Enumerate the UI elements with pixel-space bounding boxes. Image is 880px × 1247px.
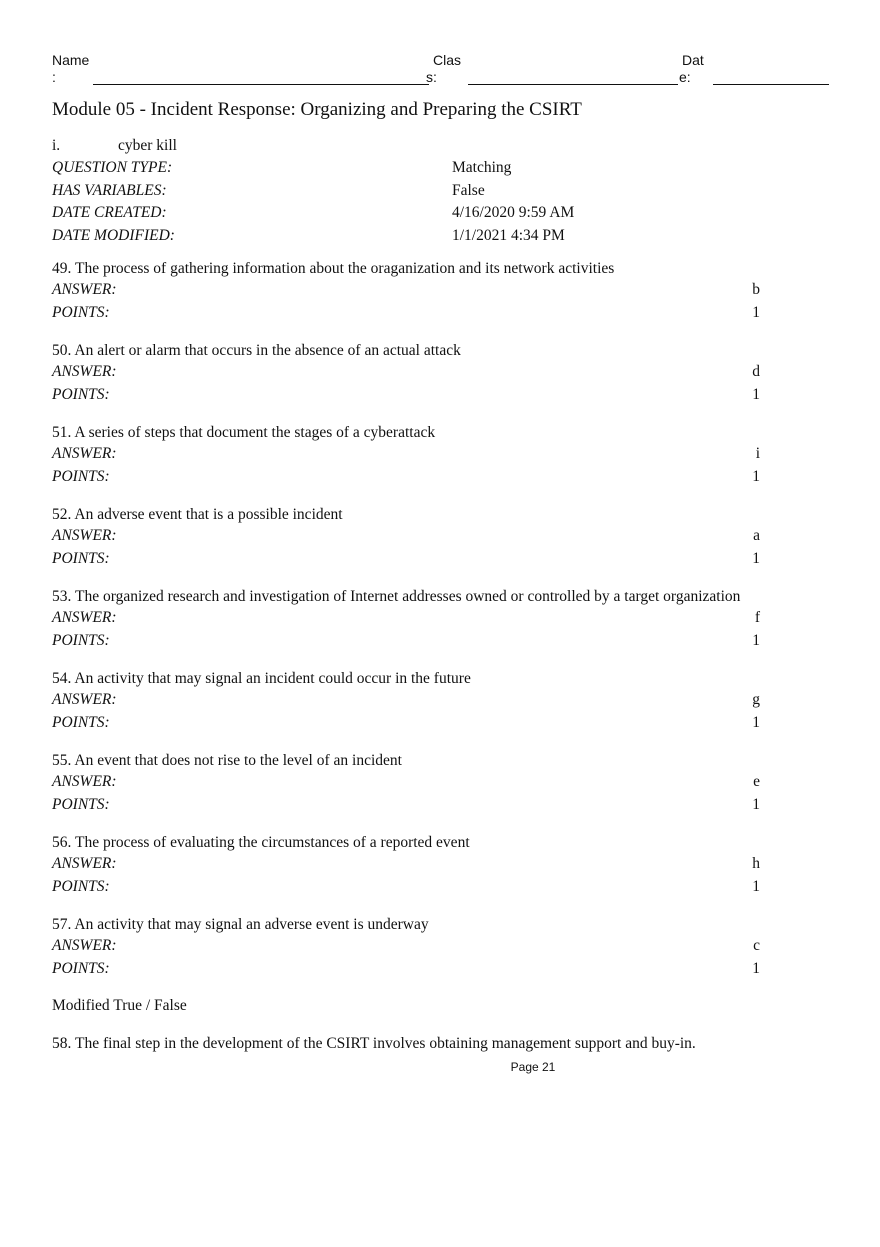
class-label-suffix: s: (426, 69, 437, 85)
points-row (52, 714, 760, 737)
class-field[interactable] (468, 84, 678, 85)
answer-value: g (752, 691, 760, 708)
meta-label: HAS VARIABLES: (52, 182, 167, 199)
date-label-suffix: e: (679, 69, 691, 85)
meta-value: False (452, 182, 485, 199)
points-value: 1 (752, 632, 760, 649)
answer-label: ANSWER: (52, 937, 117, 954)
answer-label: ANSWER: (52, 609, 117, 626)
meta-date-created (52, 204, 792, 226)
question-text: 54. An activity that may signal an incident could occur in the future (52, 670, 471, 687)
points-value: 1 (752, 386, 760, 403)
question-text: 53. The organized research and investigation of Internet addresses owned or controlled by a target organization (52, 588, 741, 605)
points-label: POINTS: (52, 632, 110, 649)
question-49 (52, 260, 760, 327)
answer-row (52, 363, 760, 386)
points-row (52, 878, 760, 901)
points-row (52, 386, 760, 409)
answer-row (52, 855, 760, 878)
points-label: POINTS: (52, 878, 110, 895)
matching-item-marker: i. (52, 137, 61, 154)
points-row (52, 304, 760, 327)
meta-label: QUESTION TYPE: (52, 159, 173, 176)
question-text: 51. A series of steps that document the stages of a cyberattack (52, 424, 436, 441)
answer-value: h (752, 855, 760, 872)
answer-row (52, 445, 760, 468)
points-label: POINTS: (52, 960, 110, 977)
points-value: 1 (752, 714, 760, 731)
name-field[interactable] (93, 84, 429, 85)
meta-value: 4/16/2020 9:59 AM (452, 204, 575, 221)
meta-label: DATE MODIFIED: (52, 227, 175, 244)
question-text: 56. The process of evaluating the circumstances of a reported event (52, 834, 470, 851)
answer-row (52, 937, 760, 960)
answer-row (52, 691, 760, 714)
date-field[interactable] (713, 84, 829, 85)
answer-value: i (755, 445, 760, 462)
points-row (52, 960, 760, 983)
meta-value: 1/1/2021 4:34 PM (452, 227, 565, 244)
answer-label: ANSWER: (52, 445, 117, 462)
meta-label: DATE CREATED: (52, 204, 167, 221)
class-label: Clas (433, 52, 462, 68)
points-label: POINTS: (52, 304, 110, 321)
question-57 (52, 916, 760, 983)
answer-label: ANSWER: (52, 363, 117, 380)
points-row (52, 796, 760, 819)
points-label: POINTS: (52, 714, 110, 731)
points-label: POINTS: (52, 796, 110, 813)
answer-row (52, 773, 760, 796)
question-text: 57. An activity that may signal an adverse event is underway (52, 916, 429, 933)
answer-label: ANSWER: (52, 773, 117, 790)
question-51 (52, 424, 760, 491)
answer-value: c (753, 937, 760, 954)
points-value: 1 (752, 304, 760, 321)
question-58-text: 58. The final step in the development of the CSIRT involves obtaining management support and buy-in. (52, 1035, 696, 1052)
question-text: 52. An adverse event that is a possible incident (52, 506, 343, 523)
question-text: 50. An alert or alarm that occurs in the absence of an actual attack (52, 342, 461, 359)
points-value: 1 (752, 878, 760, 895)
answer-label: ANSWER: (52, 855, 117, 872)
points-value: 1 (752, 796, 760, 813)
points-label: POINTS: (52, 468, 110, 485)
answer-row (52, 527, 760, 550)
name-label: Name (52, 52, 90, 68)
meta-question-type (52, 159, 792, 181)
answer-value: b (752, 281, 760, 298)
page-number: Page 21 (510, 1060, 556, 1074)
matching-item-term: cyber kill (118, 137, 177, 154)
points-value: 1 (752, 550, 760, 567)
points-row (52, 632, 760, 655)
answer-label: ANSWER: (52, 691, 117, 708)
points-label: POINTS: (52, 550, 110, 567)
meta-has-variables (52, 182, 792, 204)
question-50 (52, 342, 760, 409)
question-text: 55. An event that does not rise to the level of an incident (52, 752, 402, 769)
answer-value: d (752, 363, 760, 380)
answer-value: e (753, 773, 760, 790)
answer-value: f (754, 609, 760, 626)
answer-value: a (753, 527, 760, 544)
question-55 (52, 752, 760, 819)
points-row (52, 550, 760, 573)
meta-date-modified (52, 227, 792, 249)
section-title: Modified True / False (52, 997, 187, 1014)
date-label: Dat (682, 52, 704, 68)
answer-row (52, 609, 760, 632)
points-value: 1 (752, 468, 760, 485)
question-text: 49. The process of gathering information about the oraganization and its network activities (52, 260, 615, 277)
name-label-colon: : (52, 69, 56, 85)
points-value: 1 (752, 960, 760, 977)
question-52 (52, 506, 760, 573)
points-label: POINTS: (52, 386, 110, 403)
points-row (52, 468, 760, 491)
question-54 (52, 670, 760, 737)
answer-row (52, 281, 760, 304)
page-title: Module 05 - Incident Response: Organizing and Preparing the CSIRT (52, 99, 582, 120)
answer-label: ANSWER: (52, 281, 117, 298)
answer-label: ANSWER: (52, 527, 117, 544)
meta-value: Matching (452, 159, 512, 176)
question-53 (52, 588, 760, 655)
question-56 (52, 834, 760, 901)
